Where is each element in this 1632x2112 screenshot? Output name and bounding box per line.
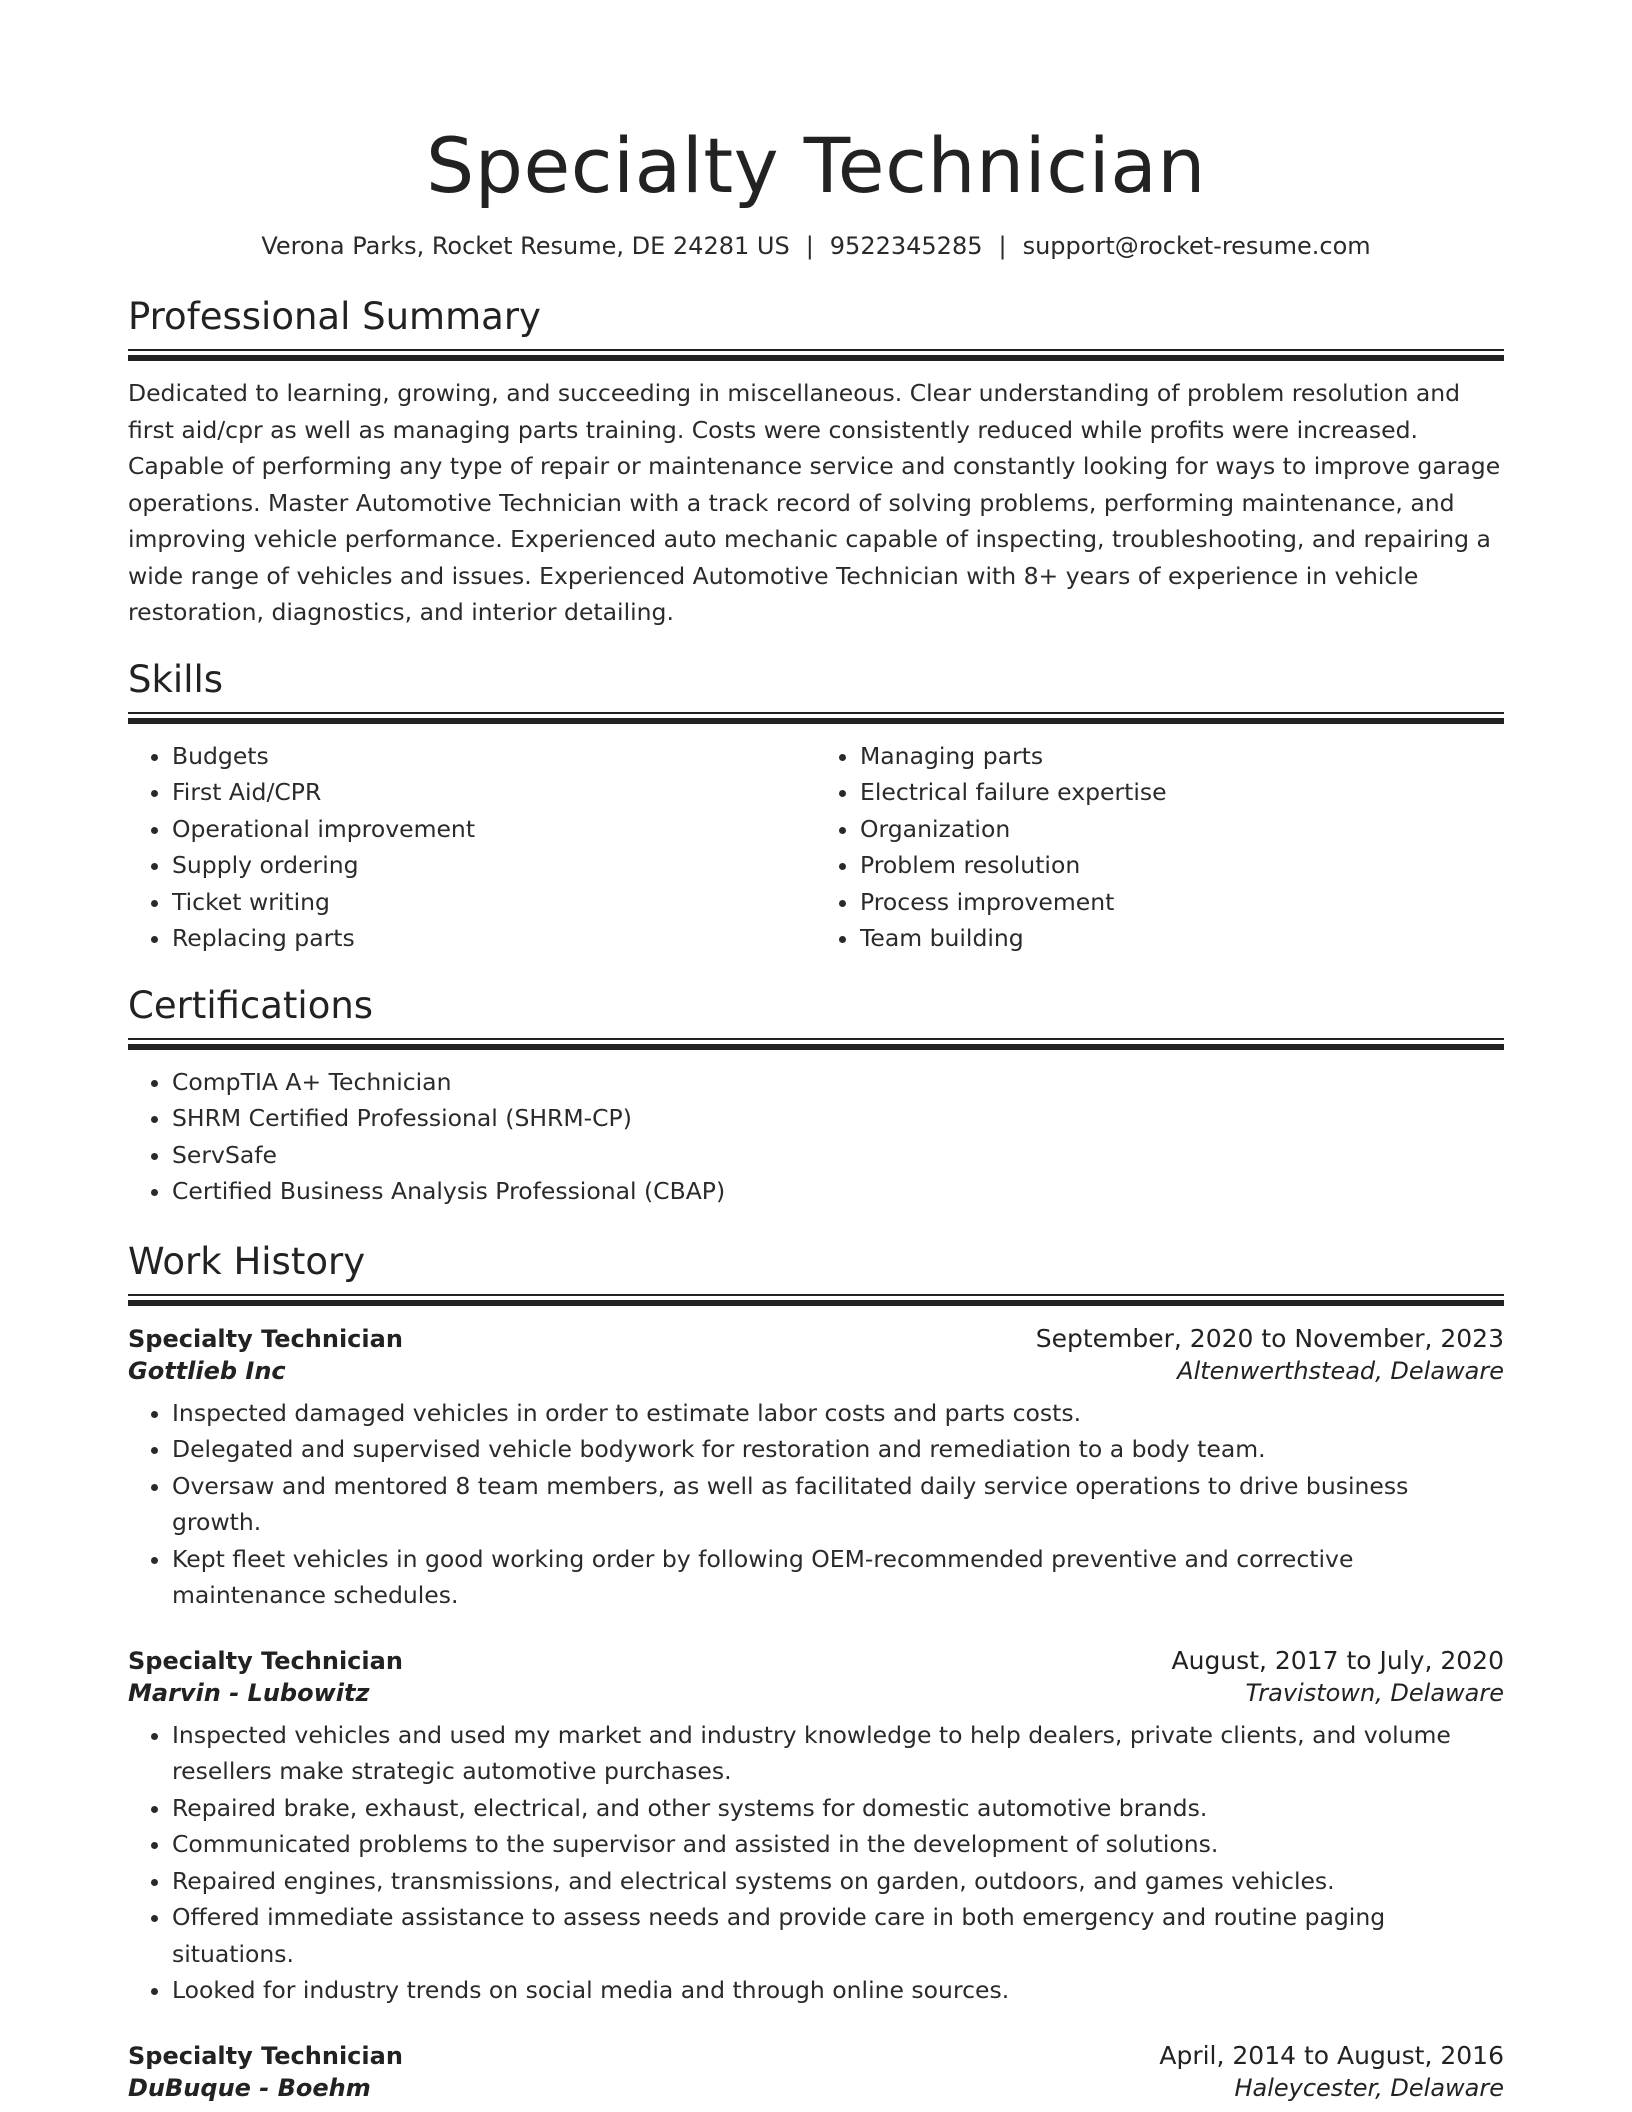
skill-item: • Operational improvement [172,811,816,848]
skill-item: • Replacing parts [172,920,816,957]
resume-page [128,0,1504,2102]
job-subheader [128,2074,1504,2102]
job-bullets [128,1717,1504,2009]
certification-item: • CompTIA A+ Technician [172,1064,1504,1101]
job-bullet: • Repaired engines, transmissions, and electrical systems on garden, outdoors, and games vehicles. [172,1863,1504,1900]
skills-column-left [128,738,816,957]
job-bullet: • Repaired brake, exhaust, electrical, and other systems for domestic automotive brands. [172,1790,1504,1827]
contact-line [128,232,1504,260]
job-header [128,1324,1504,1353]
job-header [128,2041,1504,2070]
job-dates: April, 2014 to August, 2016 [1159,2040,1504,2070]
job-company: Gottlieb Inc [128,1356,286,1385]
skill-item: • Budgets [172,738,816,775]
job-location: Haleycester, Delaware [1234,2073,1504,2102]
skills-column-right [816,738,1504,957]
job-bullet: • Delegated and supervised vehicle bodywork for restoration and remediation to a body team. [172,1431,1504,1468]
section-divider [128,1294,1504,1306]
job-title: Specialty Technician [128,1324,403,1353]
skills-section [128,657,1504,957]
resume-title: Specialty Technician [426,121,1206,210]
certification-item: • ServSafe [172,1137,1504,1174]
job-bullet: • Inspected vehicles and used my market and industry knowledge to help dealers, private clients, and volume resellers make strategic automotive purchases. [172,1717,1504,1790]
summary-section [128,295,1504,631]
job-bullet: • Inspected damaged vehicles in order to estimate labor costs and parts costs. [172,1395,1504,1432]
job-dates: September, 2020 to November, 2023 [1035,1323,1504,1353]
job-bullet: • Looked for industry trends on social media and through online sources. [172,1972,1504,2009]
job-company: DuBuque - Boehm [128,2073,371,2102]
job-dates: August, 2017 to July, 2020 [1171,1645,1504,1675]
job-title: Specialty Technician [128,1646,403,1675]
section-divider [128,712,1504,724]
skill-item: • Supply ordering [172,847,816,884]
skill-item: • Organization [860,811,1504,848]
job-bullet: • Oversaw and mentored 8 team members, as well as facilitated daily service operations to drive business growth. [172,1468,1504,1541]
job-bullet: • Kept fleet vehicles in good working order by following OEM-recommended preventive and corrective maintenance schedules. [172,1541,1504,1614]
skill-item: • Problem resolution [860,847,1504,884]
certifications-section [128,983,1504,1210]
job-title: Specialty Technician [128,2041,403,2070]
contact-phone: 9522345285 [829,232,983,260]
work-history-heading: Work History [128,1239,366,1283]
certification-item: • SHRM Certified Professional (SHRM-CP) [172,1100,1504,1137]
skill-item: • Electrical failure expertise [860,774,1504,811]
job-location: Travistown, Delaware [1245,1678,1504,1707]
skill-item: • Team building [860,920,1504,957]
job-location: Altenwerthstead, Delaware [1177,1356,1504,1385]
job-subheader [128,1679,1504,1707]
skill-item: • Process improvement [860,884,1504,921]
job-entry [128,1324,1504,1614]
skill-item: • First Aid/CPR [172,774,816,811]
job-bullet: • Communicated problems to the supervisor and assisted in the development of solutions. [172,1826,1504,1863]
job-entry [128,1646,1504,2009]
contact-email: support@rocket-resume.com [1022,232,1371,260]
job-subheader [128,1357,1504,1385]
contact-address: Verona Parks, Rocket Resume, DE 24281 US [261,232,790,260]
contact-separator: | [998,232,1007,260]
contact-separator: | [805,232,814,260]
job-entry [128,2041,1504,2102]
section-divider [128,349,1504,361]
work-history-section [128,1239,1504,2102]
skill-item: • Ticket writing [172,884,816,921]
summary-heading: Professional Summary [128,295,541,338]
skill-item: • Managing parts [860,738,1504,775]
job-company: Marvin - Lubowitz [128,1678,370,1707]
certification-item: • Certified Business Analysis Professional (CBAP) [172,1173,1504,1210]
job-bullets [128,1395,1504,1614]
skills-heading: Skills [128,657,224,701]
certifications-list [128,1064,1504,1210]
skills-grid [128,738,1504,957]
certifications-heading: Certifications [128,983,374,1027]
summary-text: Dedicated to learning, growing, and succeeding in miscellaneous. Clear understanding of problem resolution and first aid/cpr as well as managing parts training. Costs were consistently reduced while profits were increased. Capable of performing any type of repair or maintenance service and constantly looking for ways to improve garage operations. Master Automotive Technician with a track record of solving problems, performing maintenance, and improving vehicle performance. Experienced auto mechanic capable of inspecting, troubleshooting, and repairing a wide range of vehicles and issues. Experienced Automotive Technician with 8+ years of experience in vehicle restoration, diagnostics, and interior detailing. [128,379,1501,626]
job-header [128,1646,1504,1675]
job-bullet: • Offered immediate assistance to assess needs and provide care in both emergency and routine paging situations. [172,1899,1504,1972]
section-divider [128,1038,1504,1050]
